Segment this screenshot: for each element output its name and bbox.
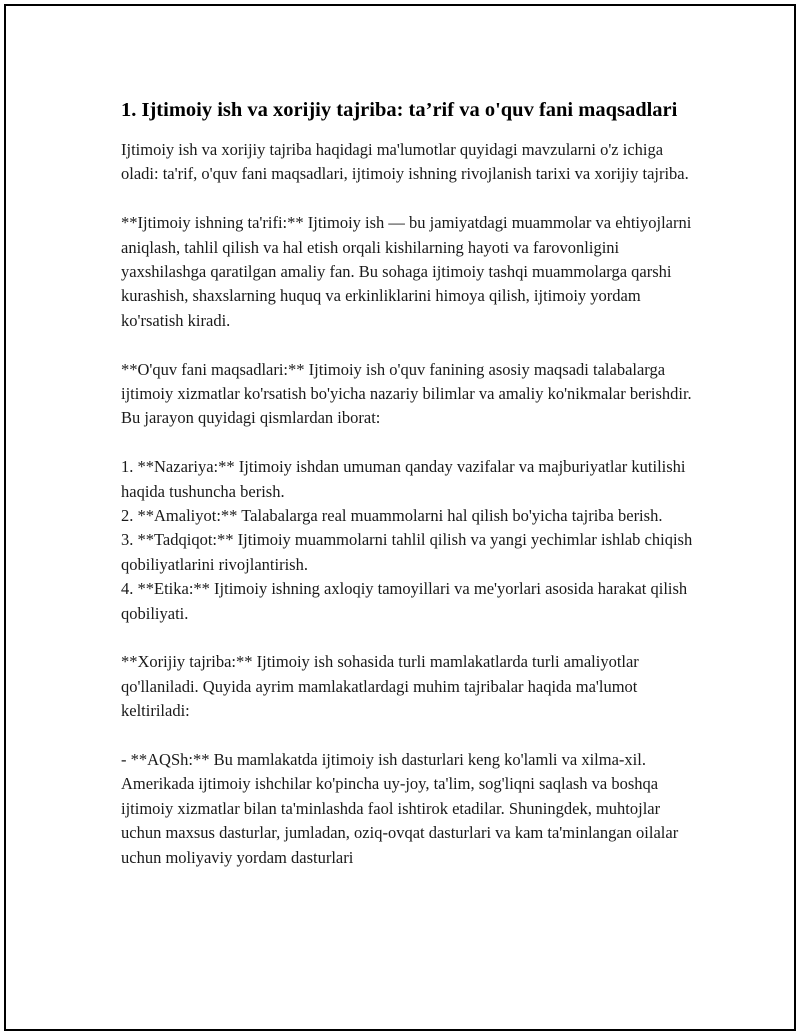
- list-item: 1. **Nazariya:** Ijtimoiy ishdan umuman qanday vazifalar va majburiyatlar kutilishi haqida tushuncha berish.: [121, 457, 686, 501]
- foreign-experience-paragraph: **Xorijiy tajriba:** Ijtimoiy ish sohasida turli mamlakatlarda turli amaliyotlar qo'llaniladi. Quyida ayrim mamlakatlardagi muhim tajribalar haqida ma'lumot keltiriladi:: [121, 652, 639, 721]
- list-item: 3. **Tadqiqot:** Ijtimoiy muammolarni tahlil qilish va yangi yechimlar ishlab chiqish qobiliyatlarini rivojlantirish.: [121, 530, 693, 574]
- usa-paragraph: - **AQSh:** Bu mamlakatda ijtimoiy ish dasturlari keng ko'lamli va xilma-xil. Amerikada ijtimoiy ishchilar ko'pincha uy-joy, ta'lim, sog'liqni saqlash va boshqa ijtimoiy xizmatlar bilan ta'minlashda faol ishtirok etadilar. Shuningdek, muhtojlar uchun maxsus dasturlar, jumladan, oziq-ovqat dasturlari va kam ta'minlangan oilalar uchun moliyaviy yordam dasturlari: [121, 750, 679, 867]
- page-frame: [4, 4, 796, 1031]
- intro-paragraph: Ijtimoiy ish va xorijiy tajriba haqidagi ma'lumotlar quyidagi mavzularni o'z ichiga oladi: ta'rif, o'quv fani maqsadlari, ijtimoiy ishning rivojlanish tarixi va xorijiy tajriba.: [121, 140, 689, 184]
- list-item: 4. **Etika:** Ijtimoiy ishning axloqiy tamoyillari va me'yorlari asosida harakat qilish qobiliyati.: [121, 579, 688, 623]
- goals-list: [121, 455, 693, 626]
- section-heading: 1. Ijtimoiy ish va xorijiy tajriba: ta’rif va o'quv fani maqsadlari: [121, 99, 678, 121]
- goals-paragraph: **O'quv fani maqsadlari:** Ijtimoiy ish o'quv fanining asosiy maqsadi talabalarga ijtimoiy xizmatlar ko'rsatish bo'yicha nazariy bilimlar va amaliy ko'nikmalar berishdir. Bu jarayon quyidagi qismlardan iborat:: [121, 359, 692, 428]
- document-body: [121, 97, 693, 895]
- definition-paragraph: **Ijtimoiy ishning ta'rifi:** Ijtimoiy ish — bu jamiyatdagi muammolar va ehtiyojlarni aniqlash, tahlil qilish va hal etish orqali kishilarning hayoti va farovonligini yaxshilashga qaratilgan amaliy fan. Bu sohaga ijtimoiy tashqi muammolarga qarshi kurashish, shaxslarning huquq va erkinliklarini himoya qilish, ijtimoiy yordam ko'rsatish kiradi.: [121, 213, 692, 330]
- list-item: 2. **Amaliyot:** Talabalarga real muammolarni hal qilish bo'yicha tajriba berish.: [121, 506, 663, 526]
